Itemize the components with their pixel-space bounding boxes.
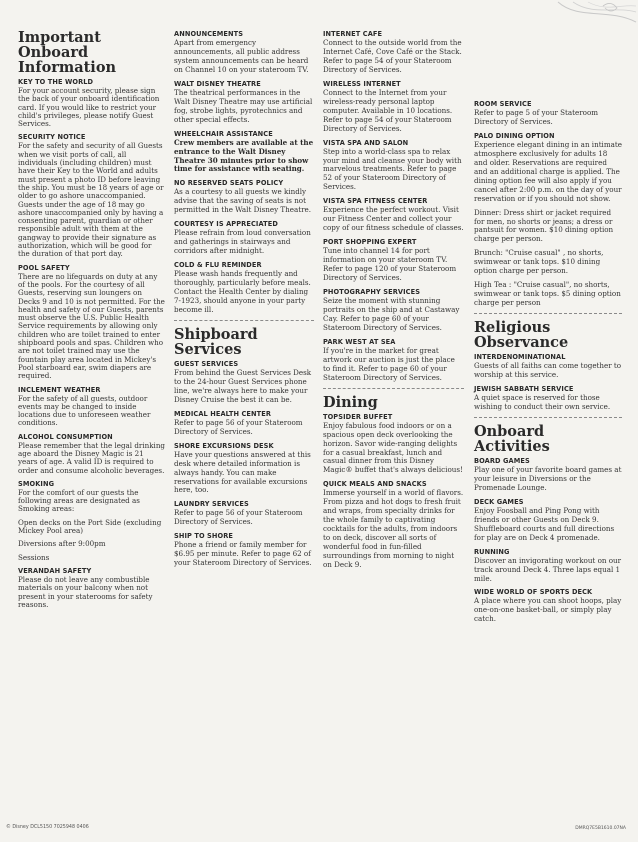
body-text: Please do not leave any combustible materials on your balcony when not present in your staterooms for safety reasons. xyxy=(18,574,153,609)
body-text: High Tea : "Cruise casual", no shorts, swimwear or tank tops. $5 dining option charge per person xyxy=(474,280,621,308)
section-title-religious-observance: Religious Observance xyxy=(474,319,569,352)
important-info-list xyxy=(18,78,165,609)
body-text: For your account security, please sign the back of your onboard identification card. If you would like to restrict your child's privileges, please notify Guest Services. xyxy=(18,86,160,129)
services-list xyxy=(323,30,464,383)
religious-services-list xyxy=(474,353,622,412)
heading-room-service: ROOM SERVICE xyxy=(474,100,532,108)
heading-security-notice: SECURITY NOTICE xyxy=(18,133,86,142)
section-title-important-info: Important Onboard Information xyxy=(18,29,117,76)
heading-wireless-internet: WIRELESS INTERNET xyxy=(323,79,401,88)
body-text: Brunch: "Cruise casual" , no shorts, swimwear or tank tops. $10 dining option charge per person. xyxy=(474,248,604,276)
dining-options-list xyxy=(474,100,622,308)
heading-port-shopping-expert: PORT SHOPPING EXPERT xyxy=(323,238,417,247)
body-text: Experience elegant dining in an intimate atmosphere exclusively for adults 18 and older. Reservations are required and an additional charge is applied. The dining option fee will also apply if you cancel after 2:00 p.m. on the day of your reservation or if you should not show. xyxy=(474,139,622,203)
body-text: Please remember that the legal drinking age aboard the Disney Magic is 21 years of age. A valid ID is required to order and consume alcoholic beverages. xyxy=(18,440,165,475)
body-text: Please refrain from loud conversation and gatherings in stairways and corridors after midnight. xyxy=(174,228,311,256)
heading-palo-dining-option: PALO DINING OPTION xyxy=(474,131,555,140)
body-text: For the safety of all guests, outdoor events may be changed to inside locations due to unforeseen weather conditions. xyxy=(18,393,151,428)
body-text: The theatrical performances in the Walt Disney Theatre may use artificial fog, strobe lights, pyrotechnics and other special effects. xyxy=(174,87,313,124)
heading-pool-safety: POOL SAFETY xyxy=(18,263,70,272)
body-text: As a courtesy to all guests we kindly advise that the saving of seats is not permitted in the Walt Disney Theatre. xyxy=(174,187,312,215)
heading-walt-disney-theatre: WALT DISNEY THEATRE xyxy=(174,79,261,88)
body-text: There are no lifeguards on duty at any of the pools. For the courtesy of all Guests, reserving sun loungers on Decks 9 and 10 is not permitted. For the health and safety of our Guests, parents must observe the U.S. Public Health Service requirements by allowing only children who are toilet trained to enter shipboard pools and spas. Children who are not toilet trained may use the fountain play area located in Mickey's Pool starboard ear, swim diapers are required. xyxy=(18,271,165,381)
section-title-onboard-activities: Onboard Activities xyxy=(474,422,550,455)
body-text: For the safety and security of all Guests when we visit ports of call, all individuals (including children) must have their Key to the World and adults must present a photo ID before leaving the ship. You must be 18 years of age or older to go ashore unaccompanied. Guests under the age of 18 may go ashore unaccompanied only by having a consenting parent, guardian or other responsible adult with them at the gangway to provide their signature as authorization, which will be good for the duration of that port day. xyxy=(18,141,164,259)
body-text: Tune into channel 14 for port information on your stateroom TV. Refer to page 120 of your Stateroom Directory of Services. xyxy=(323,246,457,283)
heading-quick-meals-and-snacks: QUICK MEALS AND SNACKS xyxy=(323,480,427,489)
body-text: Enjoy fabulous food indoors or on a spacious open deck overlooking the horizon. Savor wide-ranging delights for a casual breakfast, lunch and casual dinner from this Disney Magic® buffet that's always delicious! xyxy=(323,420,463,475)
body-text: If you're in the market for great artwork our auction is just the place to find it. Refer to page 60 of your Stateroom Directory of Services. xyxy=(323,345,455,382)
heading-internet-cafe: INTERNET CAFE xyxy=(323,30,383,38)
heading-announcements: ANNOUNCEMENTS xyxy=(174,30,244,38)
heading-board-games: BOARD GAMES xyxy=(474,456,530,465)
heading-vista-spa-fitness-center: VISTA SPA FITNESS CENTER xyxy=(323,197,428,206)
body-text: Diversions after 9:00pm xyxy=(18,539,106,549)
body-text: A place where you can shoot hoops, play one-on-one basket-ball, or simply play catch. xyxy=(474,596,622,624)
body-text: Enjoy Foosball and Ping Pong with friends or other Guests on Deck 9. Shuffleboard courts and full directions for play are on Deck 4 promenade. xyxy=(474,505,615,542)
body-text: Sessions xyxy=(18,552,50,562)
body-text: Step into a world-class spa to relax your mind and cleanse your body with marvelous treatments. Refer to page 52 of your Stateroom Directory of Services. xyxy=(323,146,462,192)
body-text: Refer to page 56 of your Stateroom Directory of Services. xyxy=(174,417,303,436)
column-4 xyxy=(474,100,622,629)
dining-list xyxy=(323,413,464,570)
body-text: Phone a friend or family member for $6.95 per minute. Refer to page 62 of your Stateroom Directory of Services. xyxy=(174,540,312,568)
section-title-dining: Dining xyxy=(323,393,378,411)
body-text: Apart from emergency announcements, all public address system announcements can be heard on Channel 10 on your stateroom TV. xyxy=(174,38,309,74)
heading-wheelchair-assistance: WHEELCHAIR ASSISTANCE xyxy=(174,129,273,138)
heading-deck-games: DECK GAMES xyxy=(474,497,524,506)
heading-alcohol-consumption: ALCOHOL CONSUMPTION xyxy=(18,432,113,441)
column-2 xyxy=(174,30,314,573)
divider xyxy=(474,313,622,314)
section-title-shipboard-services: Shipboard Services xyxy=(174,325,258,358)
divider xyxy=(323,388,464,389)
divider xyxy=(474,417,622,418)
heading-jewish-sabbath-service: JEWISH SABBATH SERVICE xyxy=(474,385,574,394)
heading-park-west-at-sea: PARK WEST AT SEA xyxy=(323,337,396,346)
body-text: Play one of your favorite board games at your leisure in Diversions or the Promenade Lounge. xyxy=(474,464,622,492)
body-text: Seize the moment with stunning portraits on the ship and at Castaway Cay. Refer to page 60 of your Stateroom Directory of Services. xyxy=(323,296,460,332)
activities-list xyxy=(474,457,622,624)
body-text: Refer to page 5 of your Stateroom Directory of Services. xyxy=(474,108,599,126)
heading-cold-flu-reminder: COLD & FLU REMINDER xyxy=(174,261,262,270)
heading-wide-world-of-sports-deck: WIDE WORLD OF SPORTS DECK xyxy=(474,588,593,597)
notices-list xyxy=(174,30,314,315)
divider xyxy=(174,320,314,321)
body-text: Please wash hands frequently and thoroughly, particularly before meals. Contact the Health Center by dialing 7-1923, should anyone in your party become ill. xyxy=(174,269,311,314)
body-text: Guests of all faiths can come together to worship at this service. xyxy=(474,361,622,380)
body-text: A quiet space is reserved for those wishing to conduct their own service. xyxy=(474,393,611,411)
notice-text: Crew members are available at the entrance to the Walt Disney Theatre 30 minutes prior to show time for assistance with seating. xyxy=(174,137,314,174)
column-1 xyxy=(18,30,165,614)
heading-key-to-the-world: KEY TO THE WORLD xyxy=(18,78,94,86)
heading-ship-to-shore: SHIP TO SHORE xyxy=(174,532,234,541)
heading-running: RUNNING xyxy=(474,547,510,556)
heading-verandah-safety: VERANDAH SAFETY xyxy=(18,566,92,575)
body-text: For the comfort of our guests the following areas are designated as Smoking areas: xyxy=(18,487,140,514)
body-text: Connect to the Internet from your wireless-ready personal laptop computer. Available in 10 locations. Refer to page 54 of your Stateroom Directory of Services. xyxy=(323,87,453,133)
heading-courtesy-is-appreciated: COURTESY IS APPRECIATED xyxy=(174,220,278,229)
footer-code: DMRQ7E5B1610.07NA xyxy=(575,826,626,831)
footer-copyright: © Disney DCL5150 7025948 0406 xyxy=(6,825,89,830)
heading-laundry-services: LAUNDRY SERVICES xyxy=(174,500,249,509)
body-text: Open decks on the Port Side (excluding Mickey Pool area) xyxy=(18,517,162,536)
body-text: Dinner: Dress shirt or jacket required for men, no shorts or jeans; a dress or pantsuit for women. $10 dining option charge per person. xyxy=(474,207,614,244)
heading-topsider-buffet: TOPSIDER BUFFET xyxy=(323,412,393,421)
shipboard-services-list xyxy=(174,360,314,568)
heading-photography-services: PHOTOGRAPHY SERVICES xyxy=(323,288,421,297)
heading-shore-excursions-desk: SHORE EXCURSIONS DESK xyxy=(174,441,274,450)
body-text: Experience the perfect workout. Visit our Fitness Center and collect your copy of our fitness schedule of classes. xyxy=(323,205,464,233)
body-text: Have your questions answered at this desk where detailed information is always handy. You can make reservations for available excursions here, too. xyxy=(174,449,311,495)
heading-no-reserved-seats-policy: NO RESERVED SEATS POLICY xyxy=(174,179,284,188)
body-text: From behind the Guest Services Desk to the 24-hour Guest Services phone line, we're always here to make your Disney Cruise the best it can be. xyxy=(174,367,312,404)
heading-guest-services: GUEST SERVICES xyxy=(174,359,239,368)
body-text: Immerse yourself in a world of flavors. From pizza and hot dogs to fresh fruit and wraps, from specialty drinks for the whole family to captivating cocktails for the adults, from indoors to on deck, discover all sorts of wonderful food in fun-filled surroundings from morning to night on Deck 9. xyxy=(323,488,464,569)
column-3 xyxy=(323,30,464,575)
body-text: Connect to the outside world from the Internet Café, Cove Café or the Stack. Refer to page 54 of your Stateroom Directory of Services. xyxy=(323,38,462,74)
heading-smoking: SMOKING xyxy=(18,479,55,488)
body-text: Refer to page 56 of your Stateroom Directory of Services. xyxy=(174,508,303,527)
heading-vista-spa-and-salon: VISTA SPA AND SALON xyxy=(323,138,409,147)
heading-medical-health-center: MEDICAL HEALTH CENTER xyxy=(174,409,272,418)
body-text: Discover an invigorating workout on our track around Deck 4. Three laps equal 1 mile. xyxy=(474,555,622,583)
corner-swirl-decoration xyxy=(518,0,638,60)
heading-inclement-weather: INCLEMENT WEATHER xyxy=(18,385,101,394)
heading-interdenominational: INTERDENOMINATIONAL xyxy=(474,353,566,362)
